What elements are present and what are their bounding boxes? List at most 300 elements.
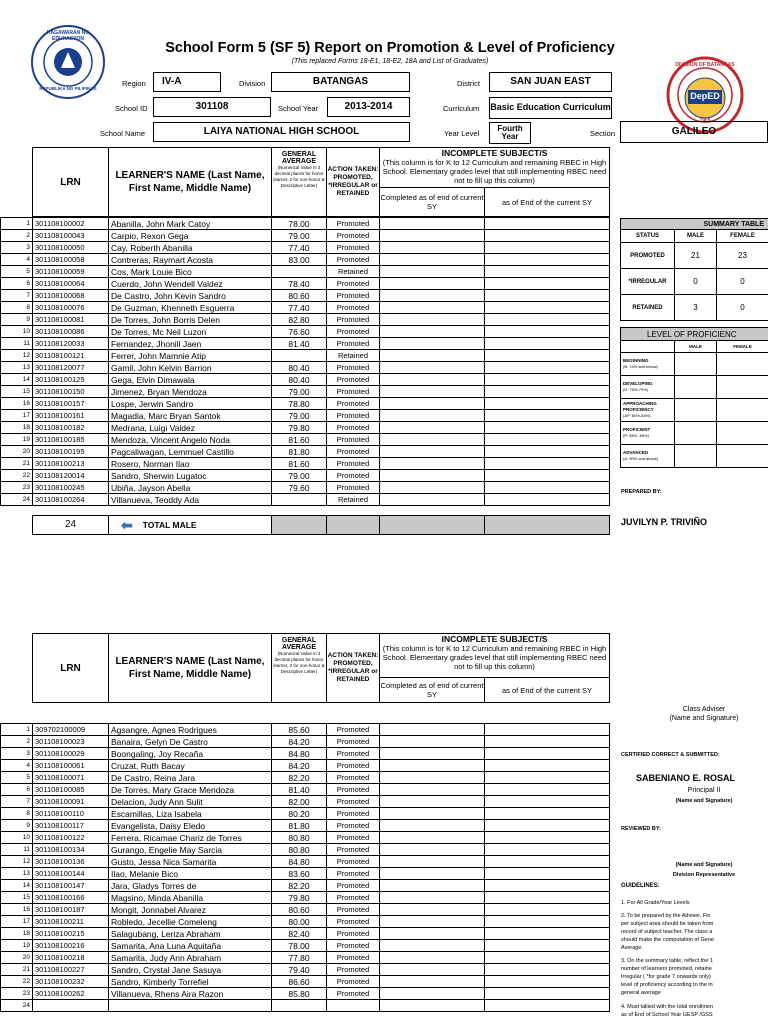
row-lrn: 301108100161 — [33, 410, 109, 422]
row-incomplete-asof[interactable] — [485, 724, 610, 736]
row-incomplete-asof[interactable] — [485, 976, 610, 988]
row-completed[interactable] — [380, 410, 485, 422]
table-row — [1, 748, 610, 760]
row-incomplete-asof[interactable] — [485, 988, 610, 1000]
school-year-field[interactable]: 2013-2014 — [327, 97, 410, 117]
row-lrn: 301108100002 — [33, 218, 109, 230]
row-completed[interactable] — [380, 494, 485, 506]
district-label: District — [457, 79, 480, 88]
row-completed[interactable] — [380, 290, 485, 302]
row-lrn: 301108100264 — [33, 494, 109, 506]
row-action-taken: Promoted — [327, 470, 380, 482]
row-incomplete-asof[interactable] — [485, 952, 610, 964]
proficiency-level-range: (A: 90% and above) — [623, 456, 659, 461]
row-action-taken: Promoted — [327, 988, 380, 1000]
row-completed[interactable] — [380, 784, 485, 796]
arrow-left-icon: ⬅ — [121, 517, 133, 534]
row-incomplete-asof[interactable] — [485, 832, 610, 844]
row-incomplete-asof[interactable] — [485, 422, 610, 434]
row-completed[interactable] — [380, 470, 485, 482]
row-action-taken: Promoted — [327, 338, 380, 350]
seal-left-bottom-text: REPUBLIKA NG PILIPINAS — [39, 86, 97, 91]
school-year-label: School Year — [278, 104, 319, 113]
row-lrn: 301108100187 — [33, 904, 109, 916]
col-completed-2: Completed as of end of current SY — [380, 678, 485, 703]
row-completed[interactable] — [380, 976, 485, 988]
prepared-by-label: PREPARED BY: — [621, 489, 662, 495]
col-avg-title: GENERAL AVERAGE — [281, 151, 317, 165]
row-completed[interactable] — [380, 266, 485, 278]
row-completed[interactable] — [380, 446, 485, 458]
row-lrn: 301108100262 — [33, 988, 109, 1000]
row-general-average: 79.40 — [272, 964, 327, 976]
row-learner-name: Magsino, Minda Abanilla — [109, 892, 272, 904]
row-learner-name: Rosero, Norman Ilao — [109, 458, 272, 470]
row-lrn: 301108100076 — [33, 302, 109, 314]
row-lrn: 301108100058 — [33, 254, 109, 266]
row-completed[interactable] — [380, 892, 485, 904]
col-asof: as of End of the current SY — [485, 188, 610, 217]
row-action-taken: Promoted — [327, 916, 380, 928]
row-completed[interactable] — [380, 218, 485, 230]
row-action-taken: Retained — [327, 350, 380, 362]
guideline-2b: per subject area should be taken from — [621, 921, 714, 927]
row-completed[interactable] — [380, 832, 485, 844]
row-number: 12 — [1, 350, 33, 362]
row-completed[interactable] — [380, 988, 485, 1000]
proficiency-male-count[interactable] — [675, 445, 717, 468]
col-lrn-2: LRN — [33, 634, 109, 703]
row-general-average: 76.60 — [272, 326, 327, 338]
row-completed[interactable] — [380, 880, 485, 892]
proficiency-male-count[interactable] — [675, 353, 717, 376]
col-action-2: ACTION TAKEN: PROMOTED, *IRREGULAR or RETAINED — [327, 634, 380, 703]
row-completed[interactable] — [380, 362, 485, 374]
row-action-taken: Promoted — [327, 410, 380, 422]
row-general-average: 85.60 — [272, 724, 327, 736]
total-male-row — [32, 515, 610, 535]
row-action-taken: Retained — [327, 494, 380, 506]
row-general-average: 78.80 — [272, 398, 327, 410]
row-completed[interactable] — [380, 748, 485, 760]
row-action-taken: Promoted — [327, 290, 380, 302]
row-action-taken: Promoted — [327, 446, 380, 458]
row-general-average: 86.60 — [272, 976, 327, 988]
row-general-average: 80.80 — [272, 844, 327, 856]
row-completed[interactable] — [380, 434, 485, 446]
seal-right-top-text: DIVISION OF BATANGAS — [675, 62, 735, 68]
row-lrn: 301108100086 — [33, 326, 109, 338]
row-learner-name: Lospe, Jerwin Sandro — [109, 398, 272, 410]
school-id-field[interactable]: 301108 — [153, 97, 271, 117]
row-completed[interactable] — [380, 386, 485, 398]
row-incomplete-asof[interactable] — [485, 760, 610, 772]
table-row — [1, 928, 610, 940]
summary-promoted-female: 23 — [717, 243, 768, 269]
table-row — [1, 808, 610, 820]
row-general-average: 80.60 — [272, 904, 327, 916]
table-row — [1, 422, 610, 434]
form-title: School Form 5 (SF 5) Report on Promotion & Level of Proficiency — [165, 40, 615, 56]
row-incomplete-asof[interactable] — [485, 928, 610, 940]
summary-status-hdr: STATUS — [621, 230, 675, 243]
row-completed[interactable] — [380, 254, 485, 266]
row-general-average: 81.80 — [272, 446, 327, 458]
row-completed[interactable] — [380, 760, 485, 772]
row-general-average: 83.60 — [272, 868, 327, 880]
row-lrn: 301108100071 — [33, 772, 109, 784]
region-field[interactable]: IV-A — [153, 72, 221, 92]
proficiency-male-count[interactable] — [675, 422, 717, 445]
proficiency-female-count[interactable] — [717, 445, 768, 468]
row-general-average: 79.00 — [272, 386, 327, 398]
proficiency-level-name: PROFICIENT — [623, 427, 651, 432]
row-number: 20 — [1, 446, 33, 458]
row-incomplete-asof[interactable] — [485, 964, 610, 976]
table-row — [1, 916, 610, 928]
row-action-taken: Promoted — [327, 230, 380, 242]
table-row — [1, 856, 610, 868]
table-row — [1, 868, 610, 880]
table-row — [1, 374, 610, 386]
row-incomplete-asof[interactable] — [485, 784, 610, 796]
row-learner-name: Carpio, Rexon Gega — [109, 230, 272, 242]
row-action-taken: Promoted — [327, 748, 380, 760]
row-completed[interactable] — [380, 242, 485, 254]
row-incomplete-asof[interactable] — [485, 736, 610, 748]
name-signature-label-2: (Name and Signature) — [675, 798, 733, 804]
row-completed[interactable] — [380, 940, 485, 952]
row-number: 15 — [1, 386, 33, 398]
guidelines-title: GUIDELINES: — [621, 883, 660, 889]
row-learner-name — [109, 1000, 272, 1012]
row-incomplete-asof[interactable] — [485, 904, 610, 916]
row-learner-name: Magadia, Marc Bryan Santok — [109, 410, 272, 422]
row-lrn: 301108100185 — [33, 434, 109, 446]
row-general-average: 82.40 — [272, 928, 327, 940]
row-incomplete-asof[interactable] — [485, 868, 610, 880]
guideline-3b: number of learners promoted, retaine — [621, 966, 712, 972]
proficiency-male-count[interactable] — [675, 399, 717, 422]
year-level-field[interactable]: Fourth Year — [489, 122, 531, 144]
table-row — [1, 736, 610, 748]
col-avg-note: (Numerical Value in 3 decimal places for honor learner, 2 for non-honor & Descriptive Letter) — [273, 165, 325, 188]
row-incomplete-asof[interactable] — [485, 856, 610, 868]
proficiency-level-name: APPROACHING PROFICIENCY — [623, 401, 657, 412]
row-action-taken: Promoted — [327, 976, 380, 988]
row-incomplete-asof[interactable] — [485, 254, 610, 266]
row-number: 21 — [1, 458, 33, 470]
proficiency-level — [621, 376, 675, 399]
row-action-taken: Promoted — [327, 458, 380, 470]
seal-right-logo: DepED — [690, 91, 720, 101]
row-lrn: 301108100125 — [33, 374, 109, 386]
row-incomplete-asof[interactable] — [485, 314, 610, 326]
row-incomplete-asof[interactable] — [485, 338, 610, 350]
row-completed[interactable] — [380, 314, 485, 326]
row-number: 7 — [1, 290, 33, 302]
summary-promoted-label: PROMOTED — [621, 243, 675, 269]
summary-title: SUMMARY TABLE — [621, 219, 768, 230]
row-lrn: 301108120033 — [33, 338, 109, 350]
row-learner-name: Ferrera, Ricamae Chariz de Torres — [109, 832, 272, 844]
summary-irregular-female: 0 — [717, 269, 768, 295]
row-completed[interactable] — [380, 928, 485, 940]
row-completed[interactable] — [380, 916, 485, 928]
row-completed[interactable] — [380, 964, 485, 976]
row-incomplete-asof[interactable] — [485, 410, 610, 422]
row-general-average: 79.80 — [272, 892, 327, 904]
row-general-average: 79.00 — [272, 230, 327, 242]
row-number: 22 — [1, 470, 33, 482]
row-incomplete-asof[interactable] — [485, 290, 610, 302]
row-number: 20 — [1, 952, 33, 964]
row-action-taken: Promoted — [327, 242, 380, 254]
row-learner-name: Sandro, Crystal Jane Sasuya — [109, 964, 272, 976]
proficiency-level-range: (AP: 80%-84%) — [623, 413, 651, 418]
row-learner-name: Escamillas, Liza Isabela — [109, 808, 272, 820]
row-lrn: 301108100213 — [33, 458, 109, 470]
table-row — [1, 784, 610, 796]
table-row — [1, 254, 610, 266]
seal-left-top-text: KAGAWARAN NG EDUKASYON — [46, 30, 90, 42]
name-signature-label-3: (Name and Signature) — [675, 862, 733, 868]
row-number: 6 — [1, 278, 33, 290]
row-incomplete-asof[interactable] — [485, 350, 610, 362]
row-action-taken: Promoted — [327, 386, 380, 398]
table-row — [1, 940, 610, 952]
row-incomplete-asof[interactable] — [485, 362, 610, 374]
row-incomplete-asof[interactable] — [485, 434, 610, 446]
row-action-taken: Promoted — [327, 772, 380, 784]
table-row — [1, 976, 610, 988]
row-lrn: 301108100043 — [33, 230, 109, 242]
table-row — [1, 880, 610, 892]
section-label: Section — [590, 129, 616, 138]
row-number: 23 — [1, 482, 33, 494]
table-row — [1, 290, 610, 302]
summary-irregular-male: 0 — [675, 269, 717, 295]
row-number: 9 — [1, 314, 33, 326]
curriculum-field[interactable]: Basic Education Curriculum — [489, 97, 612, 119]
row-learner-name: Villanueva, Rhens Aira Razon — [109, 988, 272, 1000]
row-completed[interactable] — [380, 952, 485, 964]
row-number: 16 — [1, 398, 33, 410]
row-lrn: 301108100216 — [33, 940, 109, 952]
guideline-4a: 4. Must tallied with the total enrollmen — [621, 1004, 714, 1010]
row-incomplete-asof[interactable] — [485, 820, 610, 832]
row-general-average: 80.40 — [272, 362, 327, 374]
section-field[interactable]: GALILEO — [620, 121, 768, 143]
row-completed[interactable] — [380, 482, 485, 494]
row-incomplete-asof[interactable] — [485, 1000, 610, 1012]
row-incomplete-asof[interactable] — [485, 278, 610, 290]
row-completed[interactable] — [380, 820, 485, 832]
row-action-taken: Promoted — [327, 434, 380, 446]
row-learner-name: Cos, Mark Louie Bico — [109, 266, 272, 278]
row-lrn: 301108100144 — [33, 868, 109, 880]
row-completed[interactable] — [380, 278, 485, 290]
row-completed[interactable] — [380, 772, 485, 784]
row-general-average: 81.60 — [272, 434, 327, 446]
row-completed[interactable] — [380, 230, 485, 242]
school-name-label: School Name — [100, 129, 146, 138]
proficiency-level — [621, 445, 675, 468]
row-number: 18 — [1, 422, 33, 434]
row-incomplete-asof[interactable] — [485, 470, 610, 482]
row-general-average: 82.20 — [272, 772, 327, 784]
row-number: 17 — [1, 410, 33, 422]
row-completed[interactable] — [380, 374, 485, 386]
row-incomplete-asof[interactable] — [485, 242, 610, 254]
row-number: 10 — [1, 326, 33, 338]
row-completed[interactable] — [380, 302, 485, 314]
row-general-average: 81.40 — [272, 784, 327, 796]
row-lrn: 301108120014 — [33, 470, 109, 482]
col-avg-2 — [272, 634, 327, 703]
row-incomplete-asof[interactable] — [485, 880, 610, 892]
row-incomplete-asof[interactable] — [485, 446, 610, 458]
proficiency-female-count[interactable] — [717, 422, 768, 445]
row-general-average: 78.00 — [272, 218, 327, 230]
row-lrn: 301108100215 — [33, 928, 109, 940]
proficiency-table — [620, 327, 768, 468]
row-completed[interactable] — [380, 796, 485, 808]
row-learner-name: Delacion, Judy Ann Sulit — [109, 796, 272, 808]
proficiency-level — [621, 422, 675, 445]
col-incomplete-title: INCOMPLETE SUBJECT/S — [441, 148, 548, 158]
row-completed[interactable] — [380, 326, 485, 338]
col-asof-2: as of End of the current SY — [485, 678, 610, 703]
row-incomplete-asof[interactable] — [485, 748, 610, 760]
row-lrn: 301108100218 — [33, 952, 109, 964]
row-lrn: 301108100061 — [33, 760, 109, 772]
proficiency-row — [621, 376, 768, 399]
row-learner-name: Medrana, Luigi Valdez — [109, 422, 272, 434]
table-row — [1, 844, 610, 856]
table-row — [1, 218, 610, 230]
row-incomplete-asof[interactable] — [485, 916, 610, 928]
row-learner-name: Samarita, Ana Luna Aquitaña — [109, 940, 272, 952]
row-general-average — [272, 1000, 327, 1012]
proficiency-level — [621, 399, 675, 422]
row-incomplete-asof[interactable] — [485, 398, 610, 410]
row-action-taken: Promoted — [327, 784, 380, 796]
row-completed[interactable] — [380, 844, 485, 856]
row-number: 5 — [1, 772, 33, 784]
row-completed[interactable] — [380, 856, 485, 868]
row-completed[interactable] — [380, 1000, 485, 1012]
row-incomplete-asof[interactable] — [485, 302, 610, 314]
row-action-taken: Promoted — [327, 326, 380, 338]
summary-promoted-male: 21 — [675, 243, 717, 269]
row-number: 24 — [1, 1000, 33, 1012]
col-name-2: LEARNER'S NAME (Last Name, First Name, Middle Name) — [109, 634, 272, 703]
row-completed[interactable] — [380, 422, 485, 434]
row-learner-name: De Torres, Mary Grace Mendoza — [109, 784, 272, 796]
summary-retained-male: 3 — [675, 295, 717, 321]
row-completed[interactable] — [380, 724, 485, 736]
row-lrn: 301108100147 — [33, 880, 109, 892]
row-action-taken: Promoted — [327, 218, 380, 230]
row-number: 1 — [1, 218, 33, 230]
row-general-average: 80.40 — [272, 374, 327, 386]
row-incomplete-asof[interactable] — [485, 230, 610, 242]
row-general-average: 84.20 — [272, 736, 327, 748]
row-learner-name: Mongit, Jonnabel Alvarez — [109, 904, 272, 916]
division-field[interactable]: BATANGAS — [271, 72, 410, 92]
row-learner-name: Mendoza, Vincent Angelo Noda — [109, 434, 272, 446]
table-row — [1, 242, 610, 254]
name-signature-label-1: (Name and Signature) — [669, 715, 739, 722]
row-incomplete-asof[interactable] — [485, 266, 610, 278]
row-incomplete-asof[interactable] — [485, 458, 610, 470]
row-action-taken: Promoted — [327, 820, 380, 832]
row-completed[interactable] — [380, 868, 485, 880]
row-incomplete-asof[interactable] — [485, 808, 610, 820]
row-incomplete-asof[interactable] — [485, 386, 610, 398]
row-incomplete-asof[interactable] — [485, 796, 610, 808]
row-completed[interactable] — [380, 398, 485, 410]
row-general-average: 83.00 — [272, 254, 327, 266]
proficiency-male-count[interactable] — [675, 376, 717, 399]
row-learner-name: Abanilla, John Mark Catoy — [109, 218, 272, 230]
district-field[interactable]: SAN JUAN EAST — [489, 72, 612, 92]
row-incomplete-asof[interactable] — [485, 892, 610, 904]
row-incomplete-asof[interactable] — [485, 218, 610, 230]
row-learner-name: Cruzat, Ruth Bacay — [109, 760, 272, 772]
row-number: 19 — [1, 940, 33, 952]
row-number: 19 — [1, 434, 33, 446]
row-learner-name: De Torres, Mc Neil Luzon — [109, 326, 272, 338]
table-row — [1, 314, 610, 326]
table-row — [1, 892, 610, 904]
row-lrn: 301108100029 — [33, 748, 109, 760]
proficiency-female-count[interactable] — [717, 399, 768, 422]
row-number: 16 — [1, 904, 33, 916]
table-row — [1, 796, 610, 808]
row-number: 9 — [1, 820, 33, 832]
row-general-average: 85.80 — [272, 988, 327, 1000]
row-incomplete-asof[interactable] — [485, 482, 610, 494]
row-completed[interactable] — [380, 458, 485, 470]
row-lrn: 301108100085 — [33, 784, 109, 796]
adviser-name: JUVILYN P. TRIVIÑO — [621, 517, 708, 527]
row-incomplete-asof[interactable] — [485, 844, 610, 856]
row-completed[interactable] — [380, 904, 485, 916]
row-completed[interactable] — [380, 338, 485, 350]
row-incomplete-asof[interactable] — [485, 326, 610, 338]
row-lrn — [33, 1000, 109, 1012]
row-completed[interactable] — [380, 808, 485, 820]
proficiency-female-count[interactable] — [717, 353, 768, 376]
row-general-average: 77.40 — [272, 242, 327, 254]
row-incomplete-asof[interactable] — [485, 940, 610, 952]
row-action-taken: Promoted — [327, 302, 380, 314]
school-name-field[interactable]: LAIYA NATIONAL HIGH SCHOOL — [153, 122, 410, 142]
row-incomplete-asof[interactable] — [485, 772, 610, 784]
row-completed[interactable] — [380, 736, 485, 748]
row-incomplete-asof[interactable] — [485, 494, 610, 506]
row-incomplete-asof[interactable] — [485, 374, 610, 386]
row-completed[interactable] — [380, 350, 485, 362]
proficiency-female-count[interactable] — [717, 376, 768, 399]
guideline-2d: should make the computation of Gene — [621, 937, 714, 943]
row-learner-name: De Torres, John Borris Delen — [109, 314, 272, 326]
row-lrn: 301108100068 — [33, 290, 109, 302]
summary-retained-female: 0 — [717, 295, 768, 321]
row-action-taken: Promoted — [327, 892, 380, 904]
